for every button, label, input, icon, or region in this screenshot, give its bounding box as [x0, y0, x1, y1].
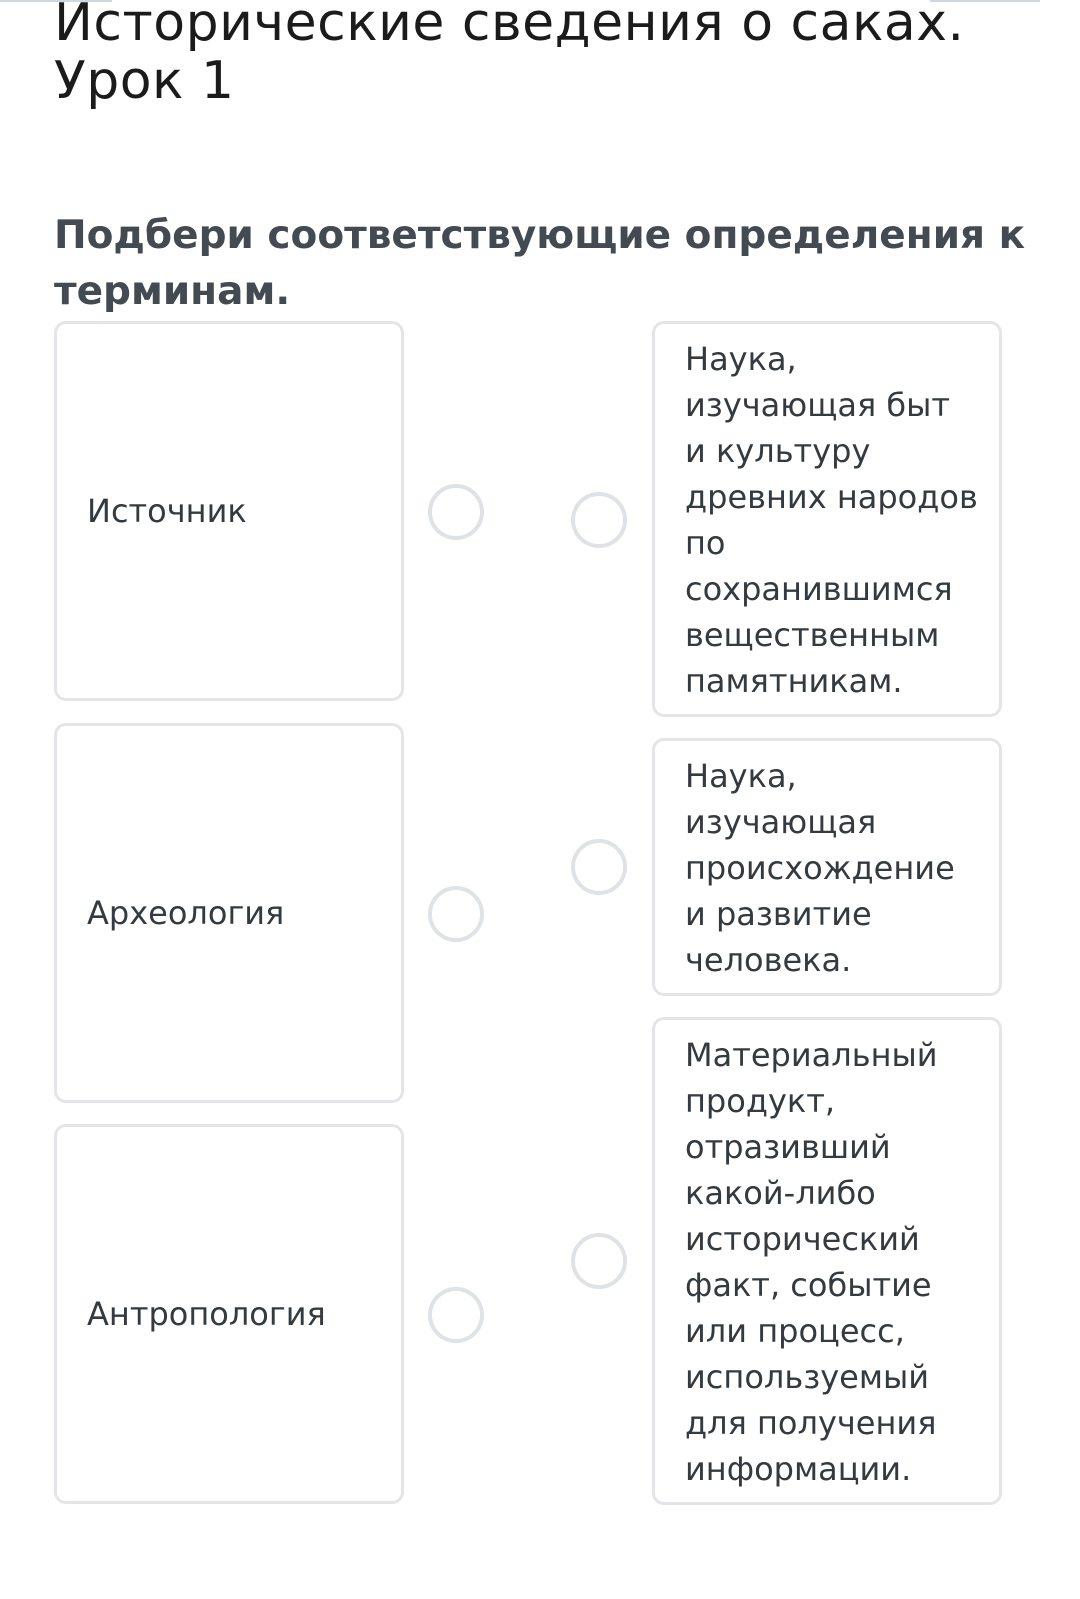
definition-line: Материальный: [685, 1036, 938, 1074]
definition-line: и культуру: [685, 432, 871, 470]
definition-line: отразивший: [685, 1128, 891, 1166]
term-connector-2[interactable]: [428, 886, 484, 942]
definition-line: или процесс,: [685, 1312, 905, 1350]
definition-line: Наука,: [685, 340, 797, 378]
definition-line: информации.: [685, 1450, 912, 1488]
definition-line: памятникам.: [685, 662, 903, 700]
term-label: Источник: [87, 492, 247, 530]
term-label: Антропология: [87, 1295, 326, 1333]
definition-card-3[interactable]: [652, 1017, 1002, 1505]
definition-line: и развитие: [685, 895, 872, 933]
term-label: Археология: [87, 894, 285, 932]
definition-line: продукт,: [685, 1082, 836, 1120]
definition-line: исторический: [685, 1220, 920, 1258]
definition-line: вещественным: [685, 616, 940, 654]
definition-line: человека.: [685, 941, 852, 979]
definition-line: древних народов: [685, 478, 978, 516]
definition-line: изучающая быт: [685, 386, 951, 424]
definition-line: Наука,: [685, 757, 797, 795]
task-instruction: Подбери соответствующие определения к терминам.: [54, 213, 1026, 314]
definition-line: для получения: [685, 1404, 937, 1442]
definition-card-2[interactable]: [652, 738, 1002, 996]
definition-line: факт, событие: [685, 1266, 932, 1304]
definition-connector-1[interactable]: [571, 492, 627, 548]
definition-line: сохранившимся: [685, 570, 953, 608]
definition-line: происхождение: [685, 849, 955, 887]
definition-card-1[interactable]: [652, 321, 1002, 717]
definition-line: изучающая: [685, 803, 877, 841]
term-card-anthropology[interactable]: [54, 1124, 404, 1504]
term-card-archaeology[interactable]: [54, 723, 404, 1103]
term-connector-1[interactable]: [428, 484, 484, 540]
definition-line: используемый: [685, 1358, 930, 1396]
term-card-source[interactable]: [54, 321, 404, 701]
term-connector-3[interactable]: [428, 1287, 484, 1343]
definition-line: по: [685, 524, 726, 562]
definition-connector-3[interactable]: [571, 1233, 627, 1289]
definition-line: какой-либо: [685, 1174, 876, 1212]
lesson-title: Исторические сведения о саках. Урок 1: [54, 0, 965, 111]
definition-connector-2[interactable]: [571, 839, 627, 895]
